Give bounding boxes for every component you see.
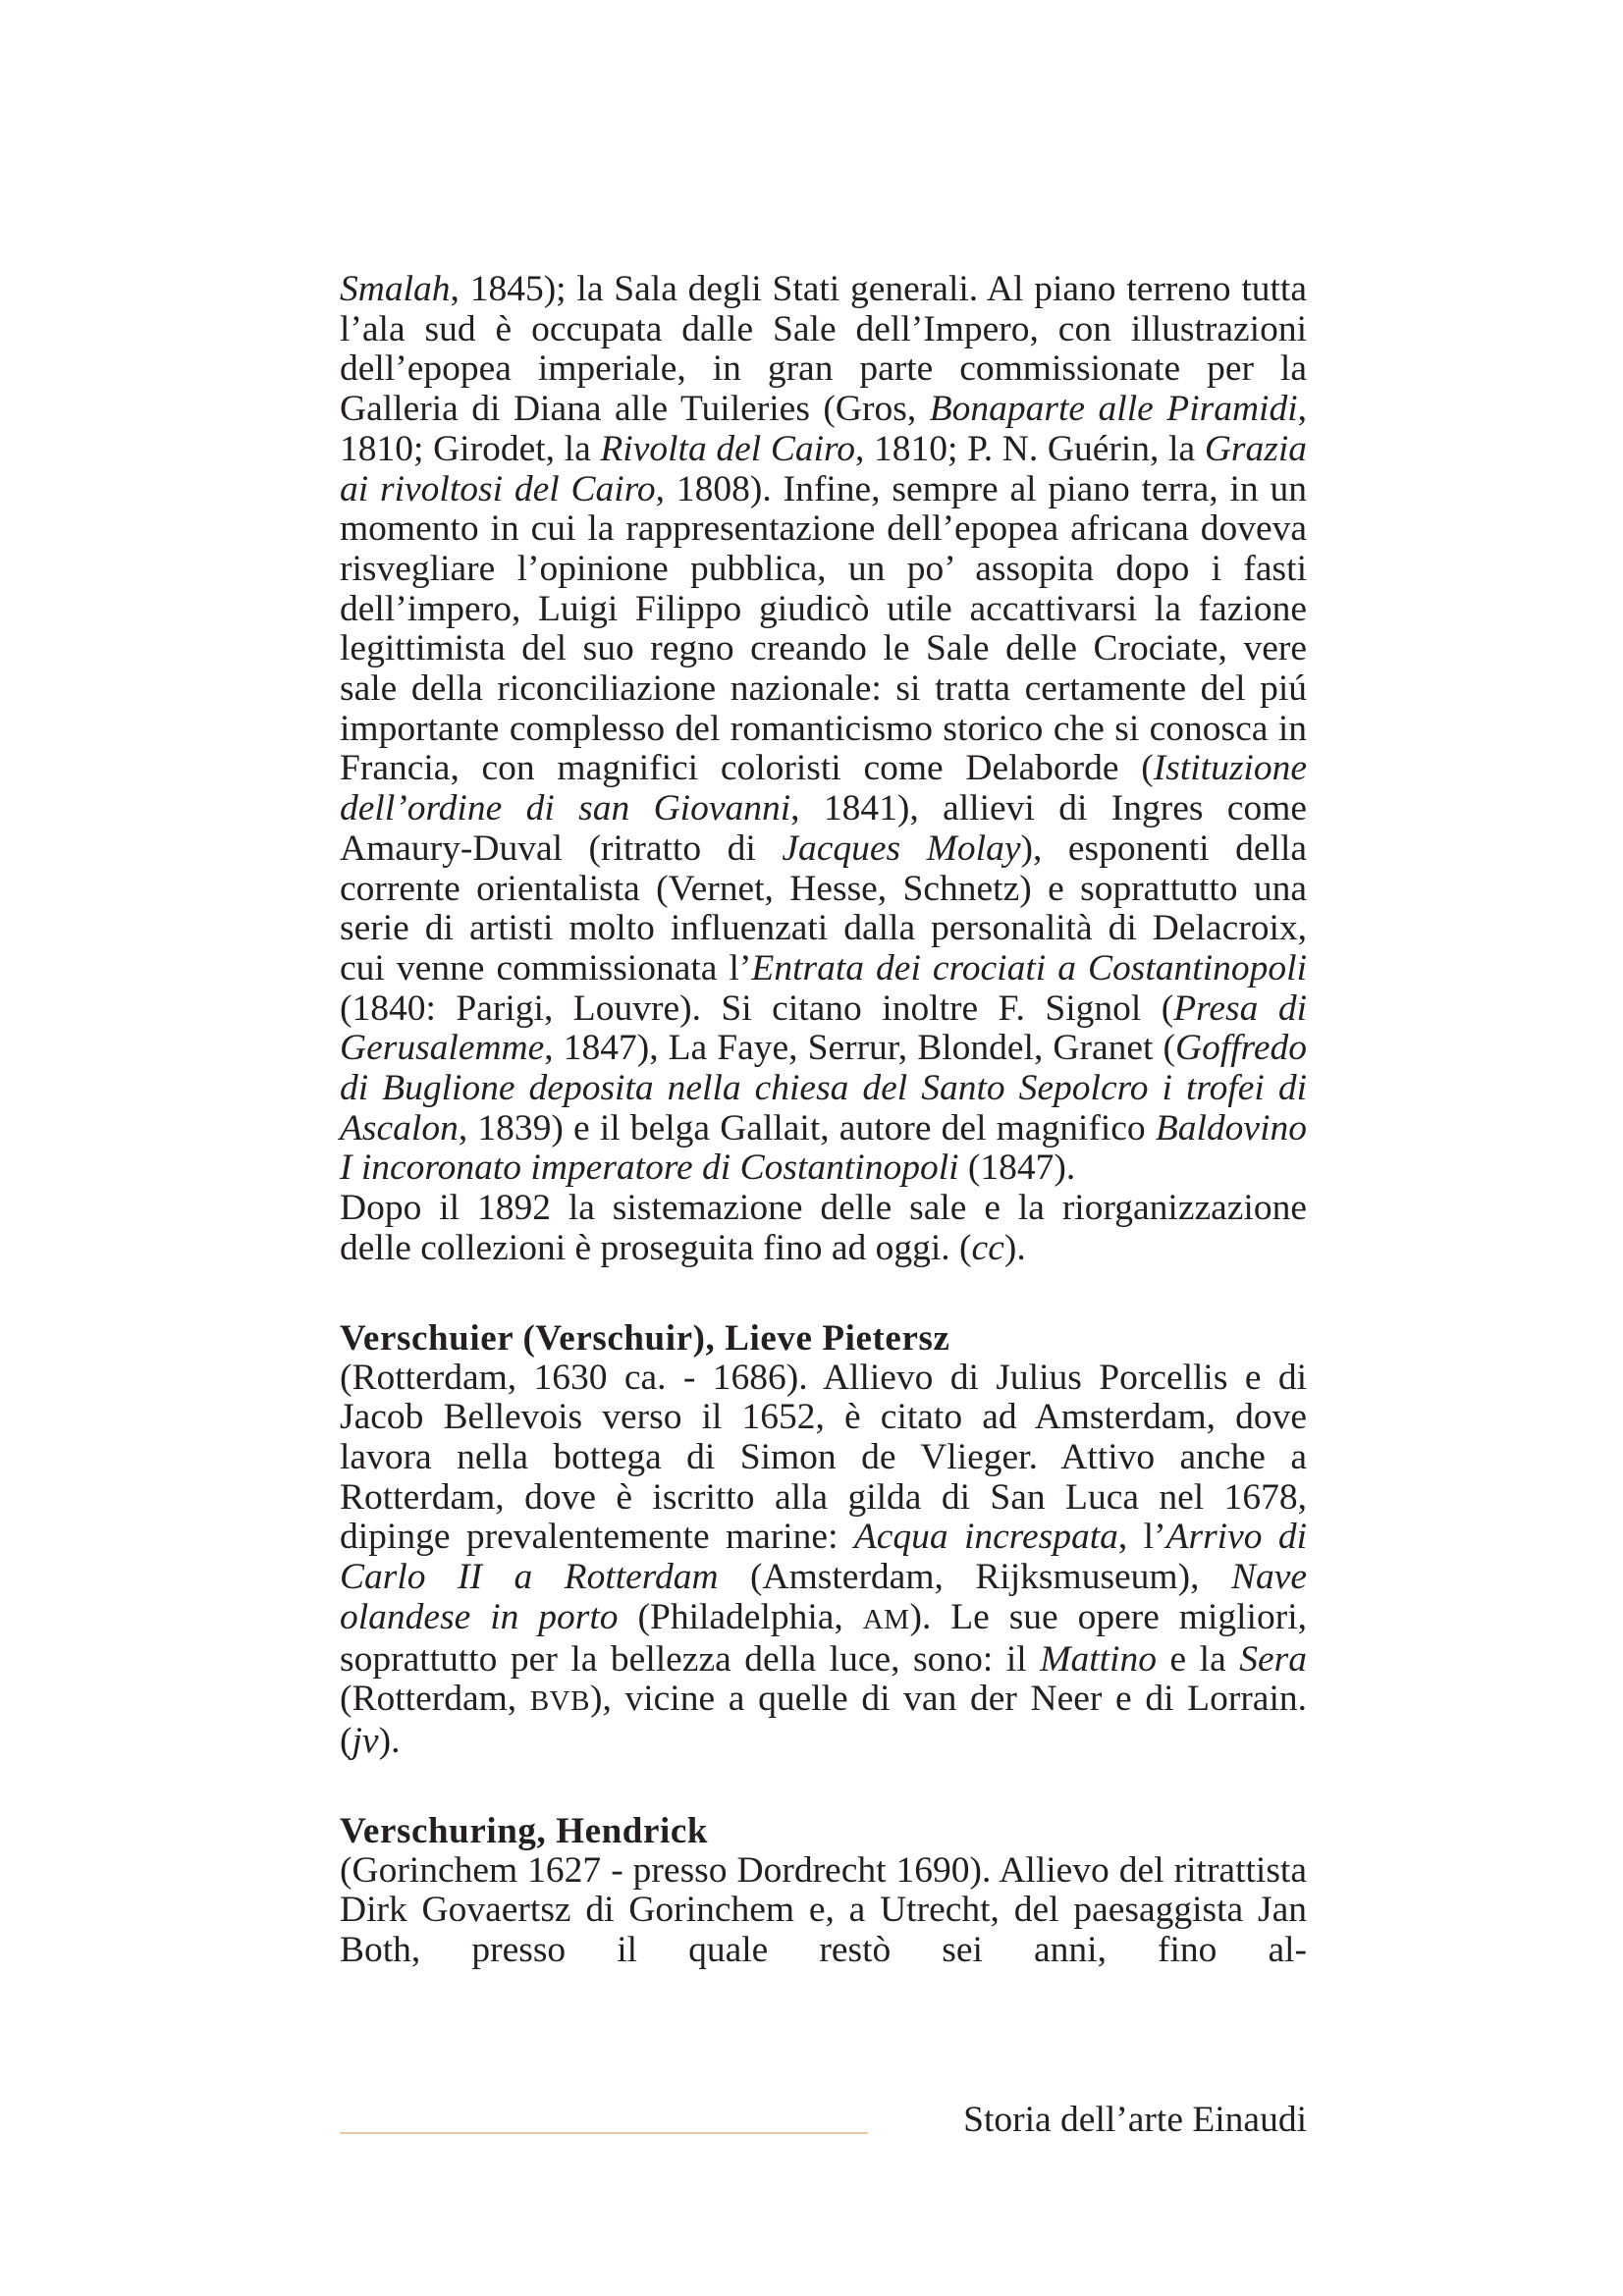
entry-text-verschuring <box>340 1851 1307 1971</box>
text-run: (Philadelphia, <box>618 1596 863 1637</box>
footer-title: Storia dell’arte Einaudi <box>963 2100 1307 2140</box>
text-run: , 1808). Infine, sempre al piano terra, in un momento in cui la rappresentazione dell’epopea africana doveva risvegliare l’opinione pubblica, un po’ assopita dopo i fasti dell’impero, Luigi Filippo giudicò utile accattivarsi la fazione legittimista del suo regno creando le Sale delle Crociate, vere sale della riconciliazione nazionale: si tratta certamente del piú importante complesso del romanticismo storico che si conosca in Francia, con magnifici coloristi come Delaborde ( <box>340 468 1307 789</box>
abbreviation: AM <box>862 1603 910 1635</box>
text-run: , l’ <box>1117 1517 1166 1558</box>
entry-heading-verschuier: Verschuier (Verschuir), Lieve Pietersz <box>340 1317 950 1359</box>
italic-title: Baldovino I incoronato imperatore di Costantinopoli <box>340 1107 1307 1189</box>
text-run: (Amsterdam, Rijksmuseum), <box>718 1557 1231 1598</box>
text-run: (1840: Parigi, Louvre). Si citano inoltre F. Signol ( <box>340 988 1174 1029</box>
text-run: ), vicine a quelle di van der Neer e di Lorrain. ( <box>340 1679 1307 1761</box>
text-run: (1847). <box>958 1148 1076 1189</box>
entry-text-verschuier <box>340 1359 1307 1762</box>
italic-title: Istituzione dell’ordine di san Giovanni <box>340 748 1307 829</box>
text-run: , 1810; Girodet, la <box>340 389 1307 469</box>
italic-title: Smalah <box>340 269 451 309</box>
intro-closing-paragraph <box>340 1189 1307 1268</box>
italic-title: jv <box>352 1720 379 1761</box>
italic-title: Arrivo di Carlo II a Rotterdam <box>340 1517 1307 1598</box>
text-run: (Rotterdam, 1630 ca. - 1686). Allievo di Julius Porcellis e di Jacob Bellevois verso il 1652, è citato ad Amsterdam, dove lavora nella bottega di Simon de Vlieger. Attivo anche a Rotterdam, dove è iscritto alla gilda di San Luca nel 1678, dipinge prevalentemente marine: <box>340 1357 1307 1558</box>
text-run: Dopo il 1892 la sistemazione delle sale e la riorganizzazione delle collezioni è proseguita fino ad oggi. ( <box>340 1188 1307 1268</box>
text-run: ). <box>378 1720 401 1761</box>
abbreviation: BVB <box>529 1685 590 1718</box>
text-run: (Rotterdam, <box>340 1679 530 1720</box>
text-run: e la <box>1156 1638 1240 1680</box>
text-run: (Gorinchem 1627 - presso Dordrecht 1690). Allievo del ritrattista Dirk Govaertsz di Gorinchem e, a Utrecht, del paesaggista Jan Both, presso il quale restò sei anni, fino al- <box>340 1849 1307 1971</box>
text-run: , 1841), allievi di Ingres come Amaury-Duval (ritratto di <box>340 788 1308 869</box>
italic-title: Grazia ai rivoltosi del Cairo <box>340 428 1307 509</box>
italic-title: Jacques Molay <box>782 828 1021 869</box>
text-run: ). Le sue opere migliori, soprattutto per la bellezza della luce, sono: il <box>340 1596 1307 1680</box>
footer-rule <box>340 2132 868 2134</box>
italic-title: Rivolta del Cairo <box>600 428 855 469</box>
italic-title: Entrata dei crociati a Costantinopoli <box>751 947 1307 988</box>
text-run: , 1810; P. N. Guérin, la <box>854 428 1205 469</box>
italic-title: Sera <box>1239 1638 1307 1680</box>
text-run: , 1845); la Sala degli Stati generali. Al piano terreno tutta l’ala sud è occupata dalle Sale dell’Impero, con illustrazioni dell’epopea imperiale, in gran parte commissionate per la Galleria di Diana alle Tuileries (Gros, <box>340 269 1307 430</box>
intro-paragraph <box>340 270 1307 1189</box>
italic-title: Acqua increspata <box>853 1517 1118 1558</box>
text-run: ). <box>1003 1227 1026 1268</box>
text-run: , 1847), La Faye, Serrur, Blondel, Granet ( <box>544 1028 1175 1069</box>
italic-title: cc <box>971 1227 1004 1268</box>
italic-title: Presa di Gerusalemme <box>340 988 1307 1069</box>
page-body <box>340 270 1307 1971</box>
page-footer <box>340 2099 1307 2142</box>
text-run: , 1839) e il belga Gallait, autore del magnifico <box>458 1107 1156 1148</box>
italic-title: Goffredo di Buglione deposita nella chiesa del Santo Sepolcro i trofei di Ascalon <box>340 1028 1307 1148</box>
italic-title: Mattino <box>1040 1638 1157 1680</box>
entry-heading-verschuring: Verschuring, Hendrick <box>340 1810 709 1851</box>
text-run: ), esponenti della corrente orientalista (Vernet, Hesse, Schnetz) e soprattutto una serie di artisti molto influenzati dalla personalità di Delacroix, cui venne commissionata l’ <box>340 828 1308 988</box>
italic-title: Nave olandese in porto <box>340 1557 1307 1637</box>
italic-title: Bonaparte alle Piramidi <box>929 389 1298 430</box>
